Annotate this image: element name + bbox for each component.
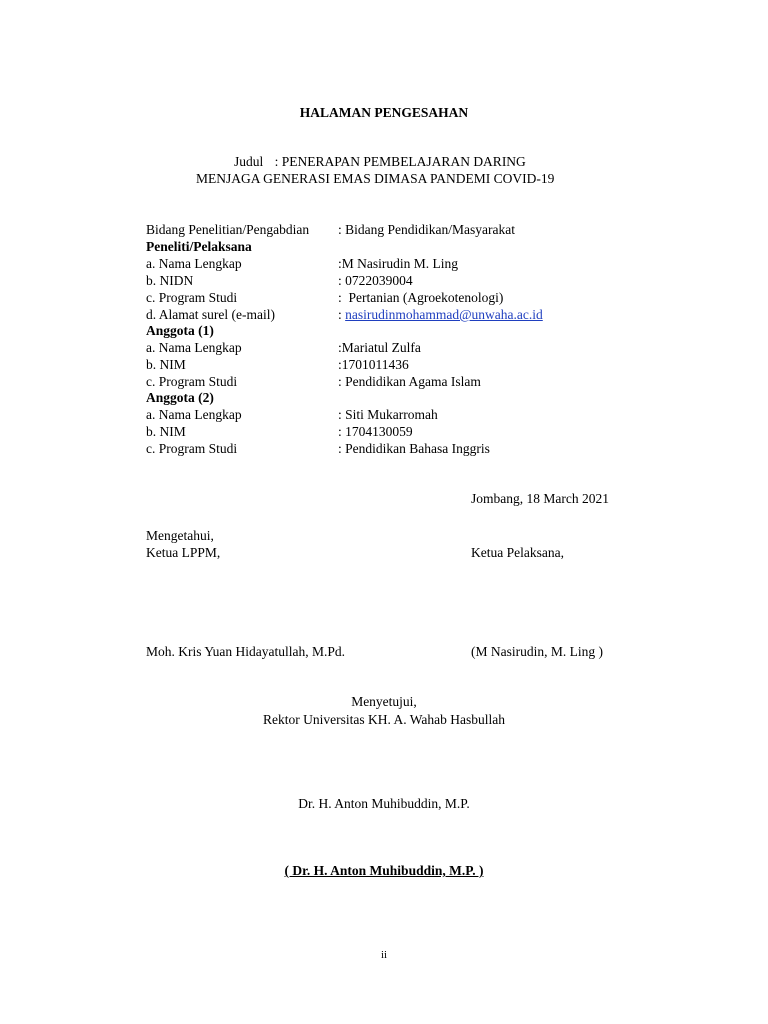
judul-separator: :	[274, 154, 279, 169]
peneliti-nidn-label: b. NIDN	[146, 273, 194, 288]
judul-label: Judul	[234, 154, 264, 169]
pelaksana-signatory-name: (M Nasirudin, M. Ling )	[471, 644, 603, 659]
anggota2-nim-value: : 1704130059	[338, 424, 413, 439]
page-number: ii	[380, 949, 388, 961]
anggota1-prodi-value: : Pendidikan Agama Islam	[338, 374, 481, 389]
anggota2-prodi-label: c. Program Studi	[146, 441, 238, 456]
anggota2-heading: Anggota (2)	[146, 390, 214, 405]
place-date: Jombang, 18 March 2021	[471, 491, 609, 506]
rektor-title: Rektor Universitas KH. A. Wahab Hasbullah	[263, 712, 505, 727]
peneliti-nama-value: :M Nasirudin M. Ling	[338, 256, 458, 271]
bidang-label: Bidang Penelitian/Pengabdian	[146, 222, 310, 237]
anggota1-heading: Anggota (1)	[146, 323, 214, 338]
rektor-name-signature: ( Dr. H. Anton Muhibuddin, M.P. )	[284, 863, 484, 878]
judul-title-2: MENJAGA GENERASI EMAS DIMASA PANDEMI COVID-19	[196, 171, 555, 186]
peneliti-prodi-value: : Pertanian (Agroekotenologi)	[338, 290, 504, 305]
bidang-value: : Bidang Pendidikan/Masyarakat	[338, 222, 515, 237]
mengetahui-label: Mengetahui,	[146, 528, 214, 543]
anggota1-nim-value: :1701011436	[338, 357, 409, 372]
anggota1-nim-label: b. NIM	[146, 357, 186, 372]
menyetujui-label: Menyetujui,	[351, 694, 417, 709]
anggota2-prodi-value: : Pendidikan Bahasa Inggris	[338, 441, 490, 456]
anggota1-prodi-label: c. Program Studi	[146, 374, 238, 389]
anggota1-nama-label: a. Nama Lengkap	[146, 340, 242, 355]
anggota2-nama-label: a. Nama Lengkap	[146, 407, 242, 422]
ketua-pelaksana-label: Ketua Pelaksana,	[471, 545, 564, 560]
judul-title-1: PENERAPAN PEMBELAJARAN DARING	[281, 154, 526, 169]
lppm-signatory-name: Moh. Kris Yuan Hidayatullah, M.Pd.	[146, 644, 345, 659]
page-title: HALAMAN PENGESAHAN	[299, 105, 469, 120]
peneliti-heading: Peneliti/Pelaksana	[146, 239, 252, 254]
anggota1-nama-value: :Mariatul Zulfa	[338, 340, 421, 355]
rektor-name: Dr. H. Anton Muhibuddin, M.P.	[298, 796, 470, 811]
peneliti-nidn-value: : 0722039004	[338, 273, 413, 288]
anggota2-nim-label: b. NIM	[146, 424, 186, 439]
ketua-lppm-label: Ketua LPPM,	[146, 545, 221, 560]
peneliti-email-value-wrap	[338, 306, 543, 323]
peneliti-email-label: d. Alamat surel (e-mail)	[146, 307, 275, 322]
peneliti-nama-label: a. Nama Lengkap	[146, 256, 242, 271]
email-link[interactable]: nasirudinmohammad@unwaha.ac.id	[345, 307, 543, 322]
anggota2-nama-value: : Siti Mukarromah	[338, 407, 438, 422]
judul-line-1	[234, 153, 526, 170]
peneliti-email-separator: :	[338, 307, 346, 322]
peneliti-prodi-label: c. Program Studi	[146, 290, 238, 305]
